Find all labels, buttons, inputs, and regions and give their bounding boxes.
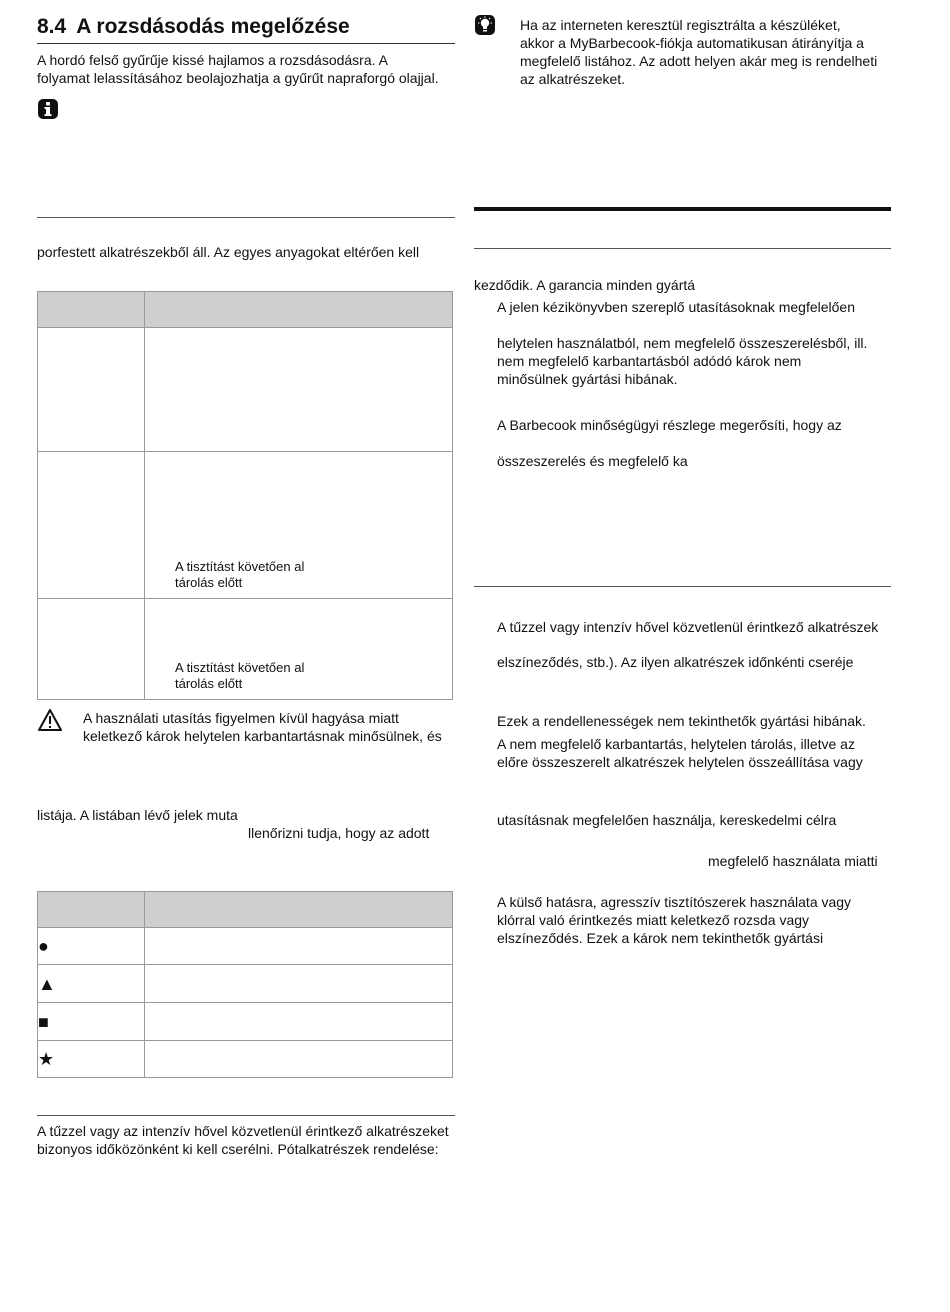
para-9: utasításnak megfelelően használja, kereskedelmi célra: [497, 812, 837, 828]
material-line: porfestett alkatrészekből áll. Az egyes anyagokat eltérően kell: [37, 244, 420, 260]
para-11-line-3: elszíneződés. Ezek a károk nem tekinthetők gyártási: [497, 930, 824, 946]
intro-line-2: folyamat lelassításához beolajozhatja a gyűrűt napraforgó olajjal.: [37, 70, 439, 86]
tip-line-1: Ha az interneten keresztül regisztrálta a készüléket,: [520, 17, 841, 33]
para-11-line-2: klórral való érintkezés miatt keletkező rozsda vagy: [497, 912, 810, 928]
lightbulb-icon: [474, 14, 496, 36]
table-cell: [145, 965, 453, 1003]
section-title: A rozsdásodás megelőzése: [76, 15, 350, 38]
table-row: [38, 452, 453, 599]
para-1: A jelen kézikönyvben szereplő utasításoknak megfelelően: [497, 299, 855, 315]
table-cell: [38, 599, 145, 700]
square-symbol-icon: ■: [38, 1003, 145, 1041]
para-6: elszíneződés, stb.). Az ilyen alkatrészek időnkénti cseréje: [497, 654, 854, 670]
table-cell: [145, 599, 453, 700]
divider-2: [37, 1115, 455, 1116]
table-cell: [38, 328, 145, 452]
table-row: [38, 965, 453, 1003]
table-row: [38, 599, 453, 700]
list-line-2: llenőrizni tudja, hogy az adott: [248, 825, 430, 841]
cell-text: A tisztítást követően al: [175, 559, 305, 574]
table-cell: [145, 1003, 453, 1041]
table-cell: [145, 1041, 453, 1078]
para-2-line-1: helytelen használatból, nem megfelelő összeszerelésből, ill.: [497, 335, 868, 351]
tip-line-3: megfelelő listához. Az adott helyen akár meg is rendelheti: [520, 53, 878, 69]
table-row: [38, 1041, 453, 1078]
table-header-row: [38, 292, 453, 328]
divider-3: [474, 248, 891, 249]
cell-text: tárolás előtt: [175, 575, 243, 590]
tip-line-4: az alkatrészeket.: [520, 71, 626, 87]
cell-text: A tisztítást követően al: [175, 660, 305, 675]
divider-4: [474, 586, 891, 587]
circle-symbol-icon: ●: [38, 928, 145, 965]
para-2-line-3: minősülnek gyártási hibának.: [497, 371, 678, 387]
warranty-start: kezdődik. A garancia minden gyártá: [474, 277, 696, 293]
table-cell: [145, 452, 453, 599]
section-heading: [37, 14, 350, 40]
table-row: [38, 328, 453, 452]
bottom-line-1: A tűzzel vagy az intenzív hővel közvetlenül érintkező alkatrészeket: [37, 1123, 449, 1139]
triangle-symbol-icon: ▲: [38, 965, 145, 1003]
table-header-cell: [145, 892, 453, 928]
table-row: [38, 1003, 453, 1041]
para-10: megfelelő használata miatti: [708, 853, 878, 869]
para-8-line-2: előre összeszerelt alkatrészek helytelen összeállítása vagy: [497, 754, 863, 770]
table-header-cell: [145, 292, 453, 328]
table-cell: [145, 328, 453, 452]
table-row: [38, 928, 453, 965]
table-cell: [145, 928, 453, 965]
warning-line-2: keletkező károk helytelen karbantartásnak minősülnek, és: [83, 728, 442, 744]
info-icon: [37, 98, 59, 120]
cell-text: tárolás előtt: [175, 676, 243, 691]
symbols-table: [37, 891, 453, 1078]
warning-line-1: A használati utasítás figyelmen kívül hagyása miatt: [83, 710, 399, 726]
table-cell: [38, 452, 145, 599]
star-symbol-icon: ★: [38, 1041, 145, 1078]
para-11-line-1: A külső hatásra, agresszív tisztítószerek használata vagy: [497, 894, 852, 910]
tip-line-2: akkor a MyBarbecook-fiókja automatikusan átirányítja a: [520, 35, 864, 51]
materials-table: [37, 291, 453, 700]
table-header-cell: [38, 892, 145, 928]
para-3: A Barbecook minőségügyi részlege megerősíti, hogy az: [497, 417, 842, 433]
heading-rule: [37, 43, 455, 44]
para-8-line-1: A nem megfelelő karbantartás, helytelen tárolás, illetve az: [497, 736, 855, 752]
para-5: A tűzzel vagy intenzív hővel közvetlenül érintkező alkatrészek: [497, 619, 879, 635]
divider-1: [37, 217, 455, 218]
table-header-row: [38, 892, 453, 928]
warning-icon: [38, 709, 62, 731]
para-4: összeszerelés és megfelelő ka: [497, 453, 688, 469]
thick-rule: [474, 207, 891, 211]
section-number: 8.4: [37, 15, 67, 38]
list-line-1: listája. A listában lévő jelek muta: [37, 807, 238, 823]
para-7: Ezek a rendellenességek nem tekinthetők gyártási hibának.: [497, 713, 866, 729]
bottom-line-2: bizonyos időközönként ki kell cserélni. Pótalkatrészek rendelése:: [37, 1141, 439, 1157]
table-header-cell: [38, 292, 145, 328]
para-2-line-2: nem megfelelő karbantartásból adódó károk nem: [497, 353, 802, 369]
intro-line-1: A hordó felső gyűrűje kissé hajlamos a rozsdásodásra. A: [37, 52, 388, 68]
